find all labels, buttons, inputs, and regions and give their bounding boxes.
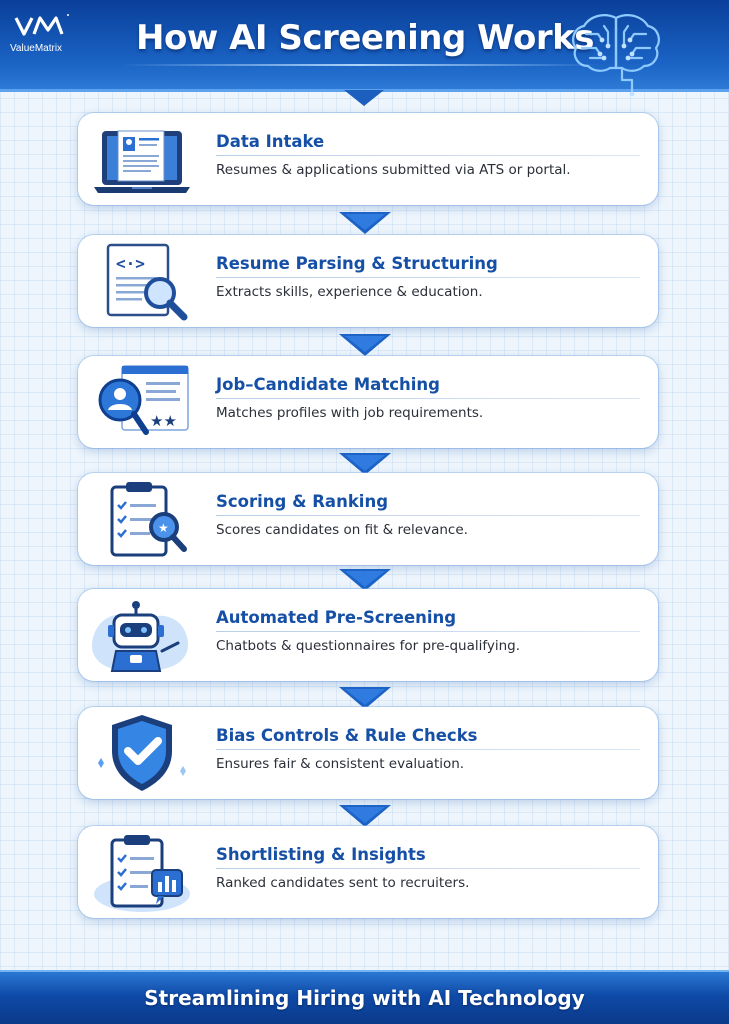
- valuematrix-logo: [10, 10, 90, 56]
- step-card-data-intake: [78, 113, 658, 205]
- step-description: Resumes & applications submitted via ATS or portal.: [216, 162, 571, 178]
- brain-circuit-icon: [566, 8, 666, 100]
- header-banner: [0, 0, 729, 92]
- page-title: How AI Screening Works: [136, 18, 594, 58]
- step-card-shortlisting-insights: [78, 826, 658, 918]
- down-arrow-icon: [339, 334, 391, 356]
- step-title: Bias Controls & Rule Checks: [216, 726, 478, 745]
- down-arrow-icon: [339, 212, 391, 234]
- shield-check-icon: [86, 711, 198, 795]
- step-card-job-candidate-matching: [78, 356, 658, 448]
- step-divider: [216, 398, 640, 399]
- header-glow-line: [120, 64, 600, 66]
- step-description: Extracts skills, experience & education.: [216, 284, 483, 300]
- svg-text:★: ★: [158, 521, 169, 535]
- down-arrow-icon: [339, 687, 391, 709]
- step-card-resume-parsing: [78, 235, 658, 327]
- down-arrow-icon: [339, 569, 391, 591]
- robot-chatbot-icon: [86, 593, 198, 677]
- step-divider: [216, 155, 640, 156]
- down-arrow-icon: [339, 805, 391, 827]
- step-description: Scores candidates on fit & relevance.: [216, 522, 468, 538]
- clipboard-score-icon: [86, 477, 198, 561]
- step-title: Scoring & Ranking: [216, 492, 389, 511]
- document-magnifier-icon: [86, 239, 198, 323]
- step-divider: [216, 749, 640, 750]
- clipboard-chart-icon: [86, 830, 198, 914]
- step-title: Data Intake: [216, 132, 325, 151]
- step-title: Job–Candidate Matching: [216, 375, 440, 394]
- step-description: Ranked candidates sent to recruiters.: [216, 875, 470, 891]
- step-description: Chatbots & questionnaires for pre-qualifying.: [216, 638, 521, 654]
- step-description: Ensures fair & consistent evaluation.: [216, 756, 465, 772]
- step-divider: [216, 868, 640, 869]
- step-title: Automated Pre-Screening: [216, 608, 457, 627]
- laptop-resume-icon: [86, 117, 198, 201]
- step-card-automated-pre-screening: [78, 589, 658, 681]
- step-card-bias-controls: [78, 707, 658, 799]
- step-card-scoring-ranking: [78, 473, 658, 565]
- step-divider: [216, 277, 640, 278]
- step-title: Resume Parsing & Structuring: [216, 254, 498, 273]
- step-divider: [216, 515, 640, 516]
- footer-banner: [0, 970, 729, 1024]
- svg-text:★★: ★★: [150, 412, 177, 430]
- step-title: Shortlisting & Insights: [216, 845, 426, 864]
- header-pointer-arrow: [344, 90, 384, 106]
- step-description: Matches profiles with job requirements.: [216, 405, 484, 421]
- brand-name: ValueMatrix: [10, 43, 63, 54]
- footer-tagline: Streamlining Hiring with AI Technology: [144, 986, 585, 1010]
- step-divider: [216, 631, 640, 632]
- valuematrix-logo-icon: [12, 10, 72, 40]
- down-arrow-icon: [339, 453, 391, 475]
- svg-text:<·>: <·>: [116, 254, 145, 273]
- profile-match-icon: [86, 360, 198, 444]
